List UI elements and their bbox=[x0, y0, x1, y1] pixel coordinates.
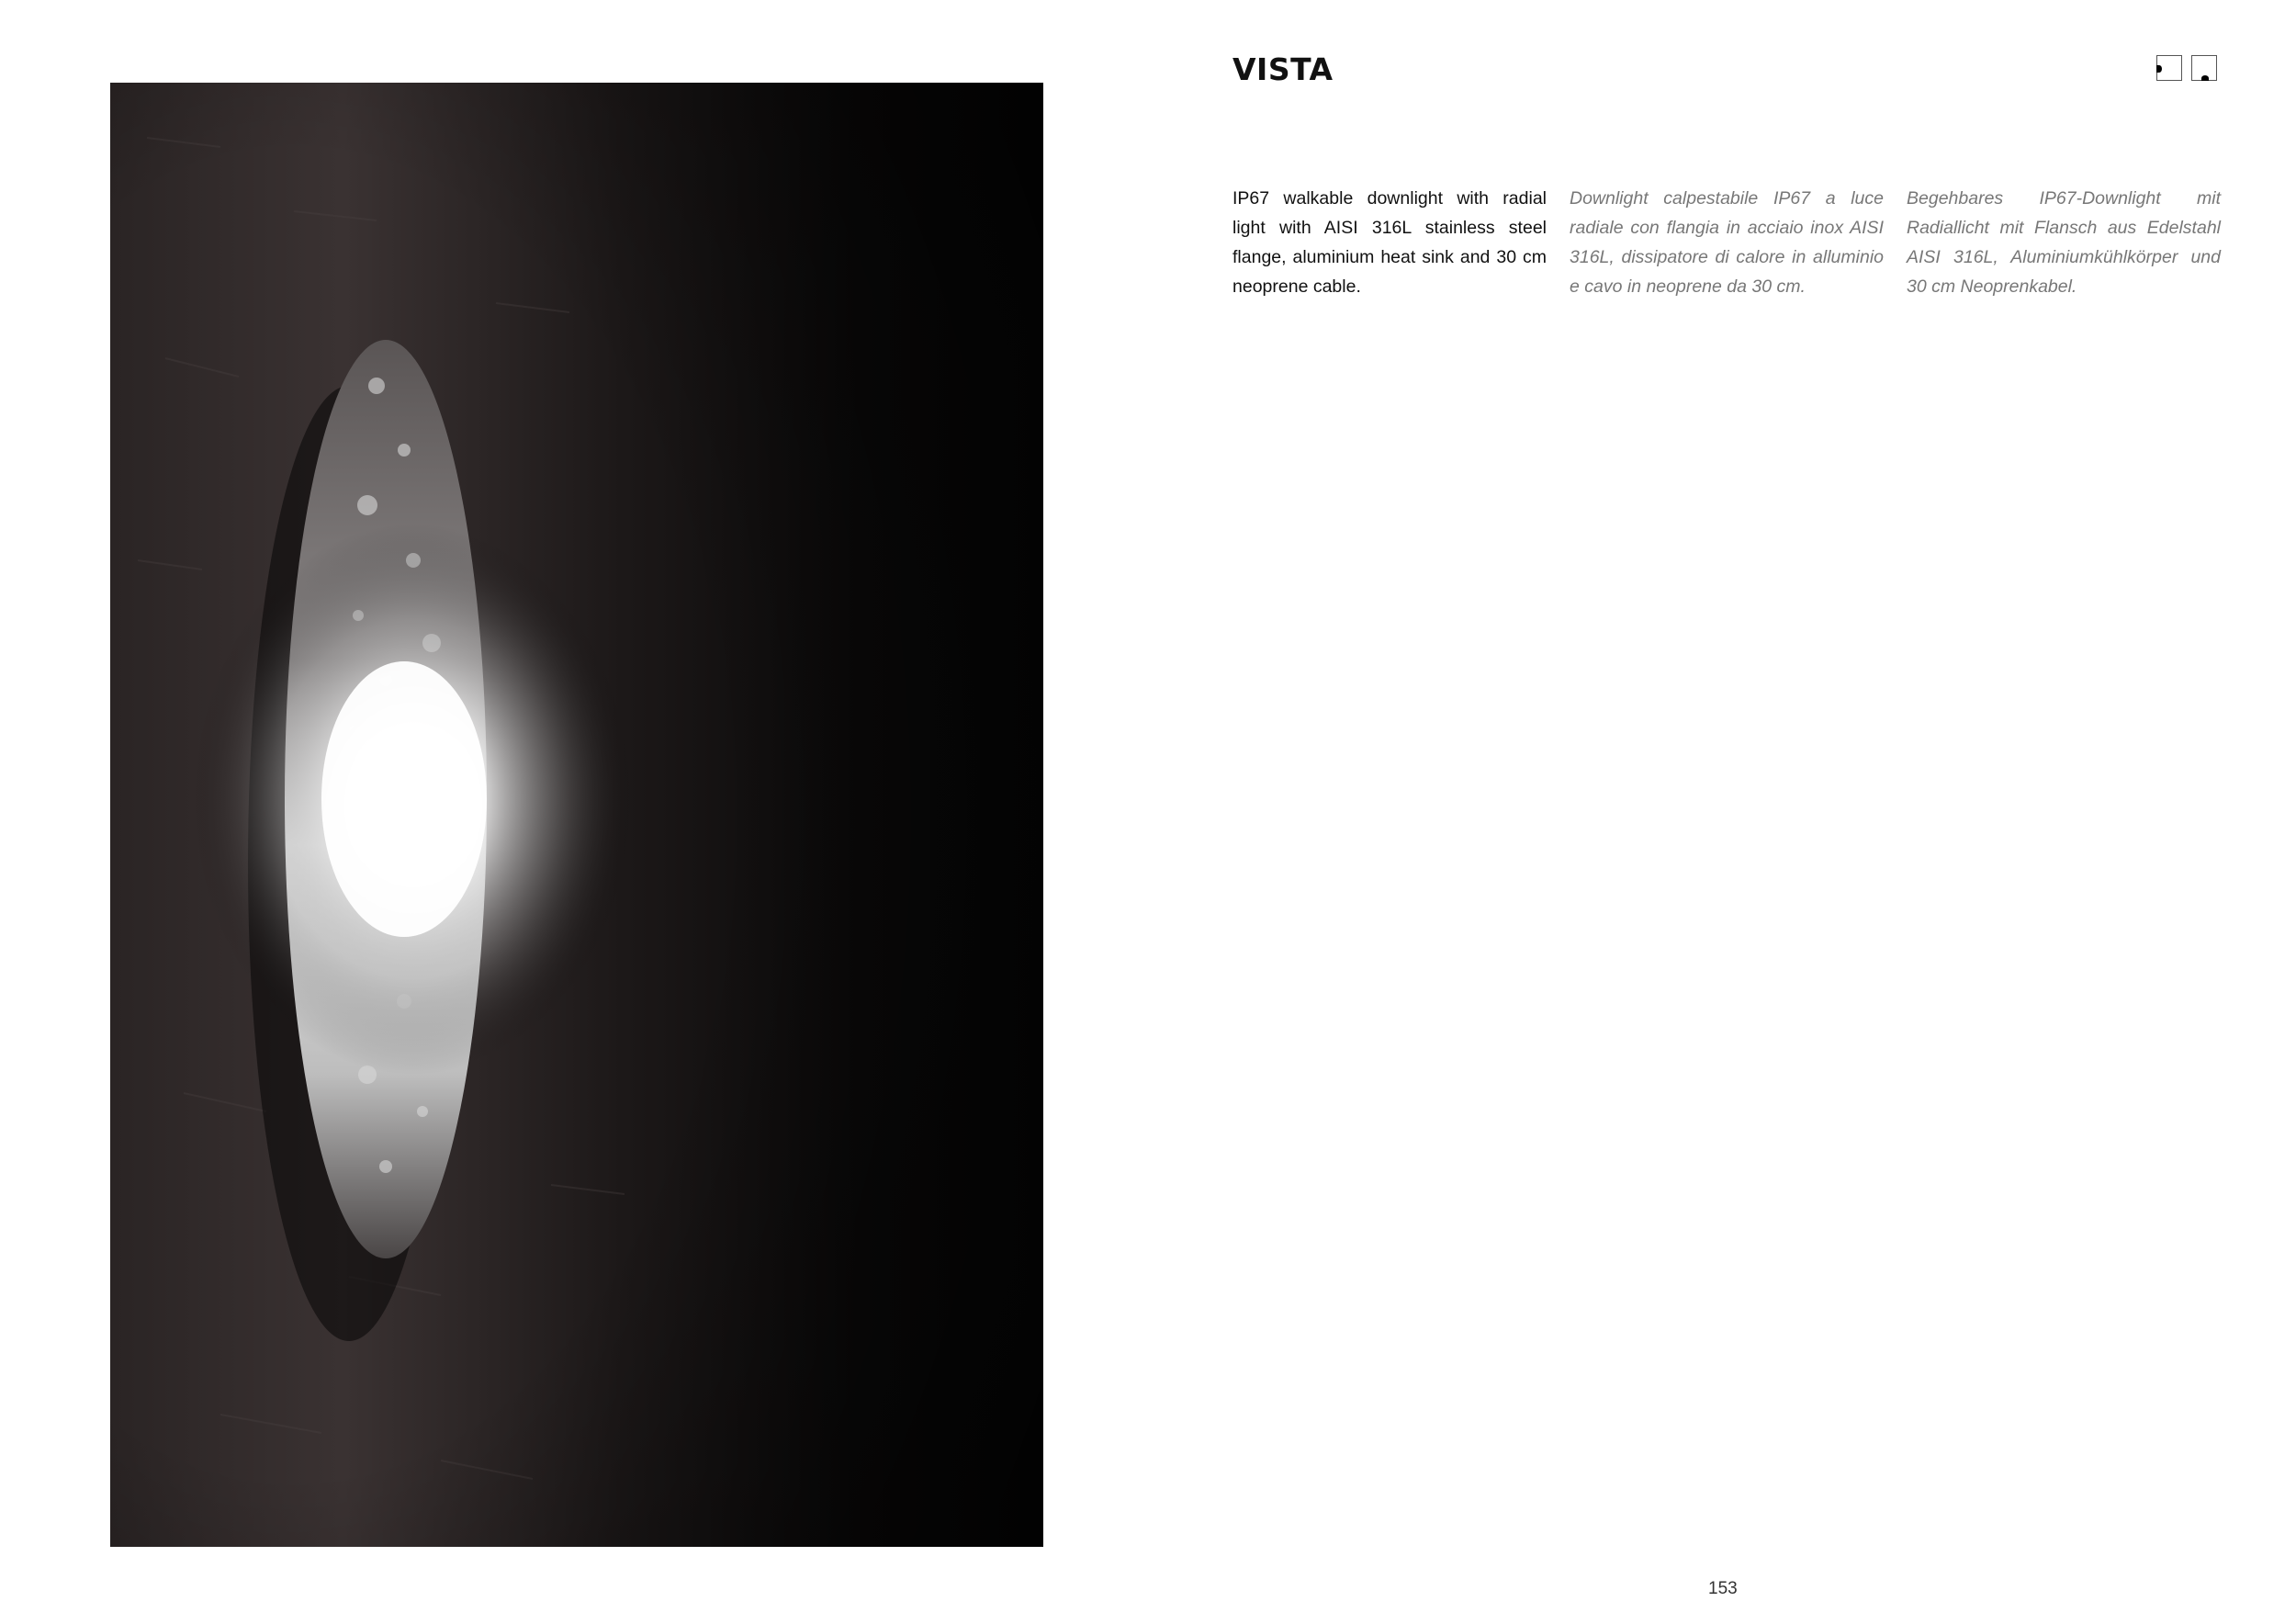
description-italian: Downlight calpestabile IP67 a luce radiale con flangia in acciaio inox AISI 316L, dissipatore di calore in alluminio e cavo in neoprene da 30 cm. bbox=[1570, 188, 1884, 297]
recessed-light-photo bbox=[110, 83, 1043, 1547]
wall-mount-icon bbox=[2156, 55, 2182, 81]
description-english: IP67 walkable downlight with radial light with AISI 316L stainless steel flange, aluminium heat sink and 30 cm neoprene cable. bbox=[1232, 188, 1547, 297]
page-number: 153 bbox=[1708, 1579, 1738, 1598]
mount-type-icons bbox=[2156, 55, 2217, 81]
description-german: Begehbares IP67-Downlight mit Radiallicht mit Flansch aus Edelstahl AISI 316L, Aluminiumkühlkörper und 30 cm Neoprenkabel. bbox=[1907, 188, 2221, 297]
product-photo bbox=[110, 83, 1043, 1547]
floor-mount-icon bbox=[2191, 55, 2217, 81]
product-title: VISTA bbox=[1232, 51, 1334, 87]
